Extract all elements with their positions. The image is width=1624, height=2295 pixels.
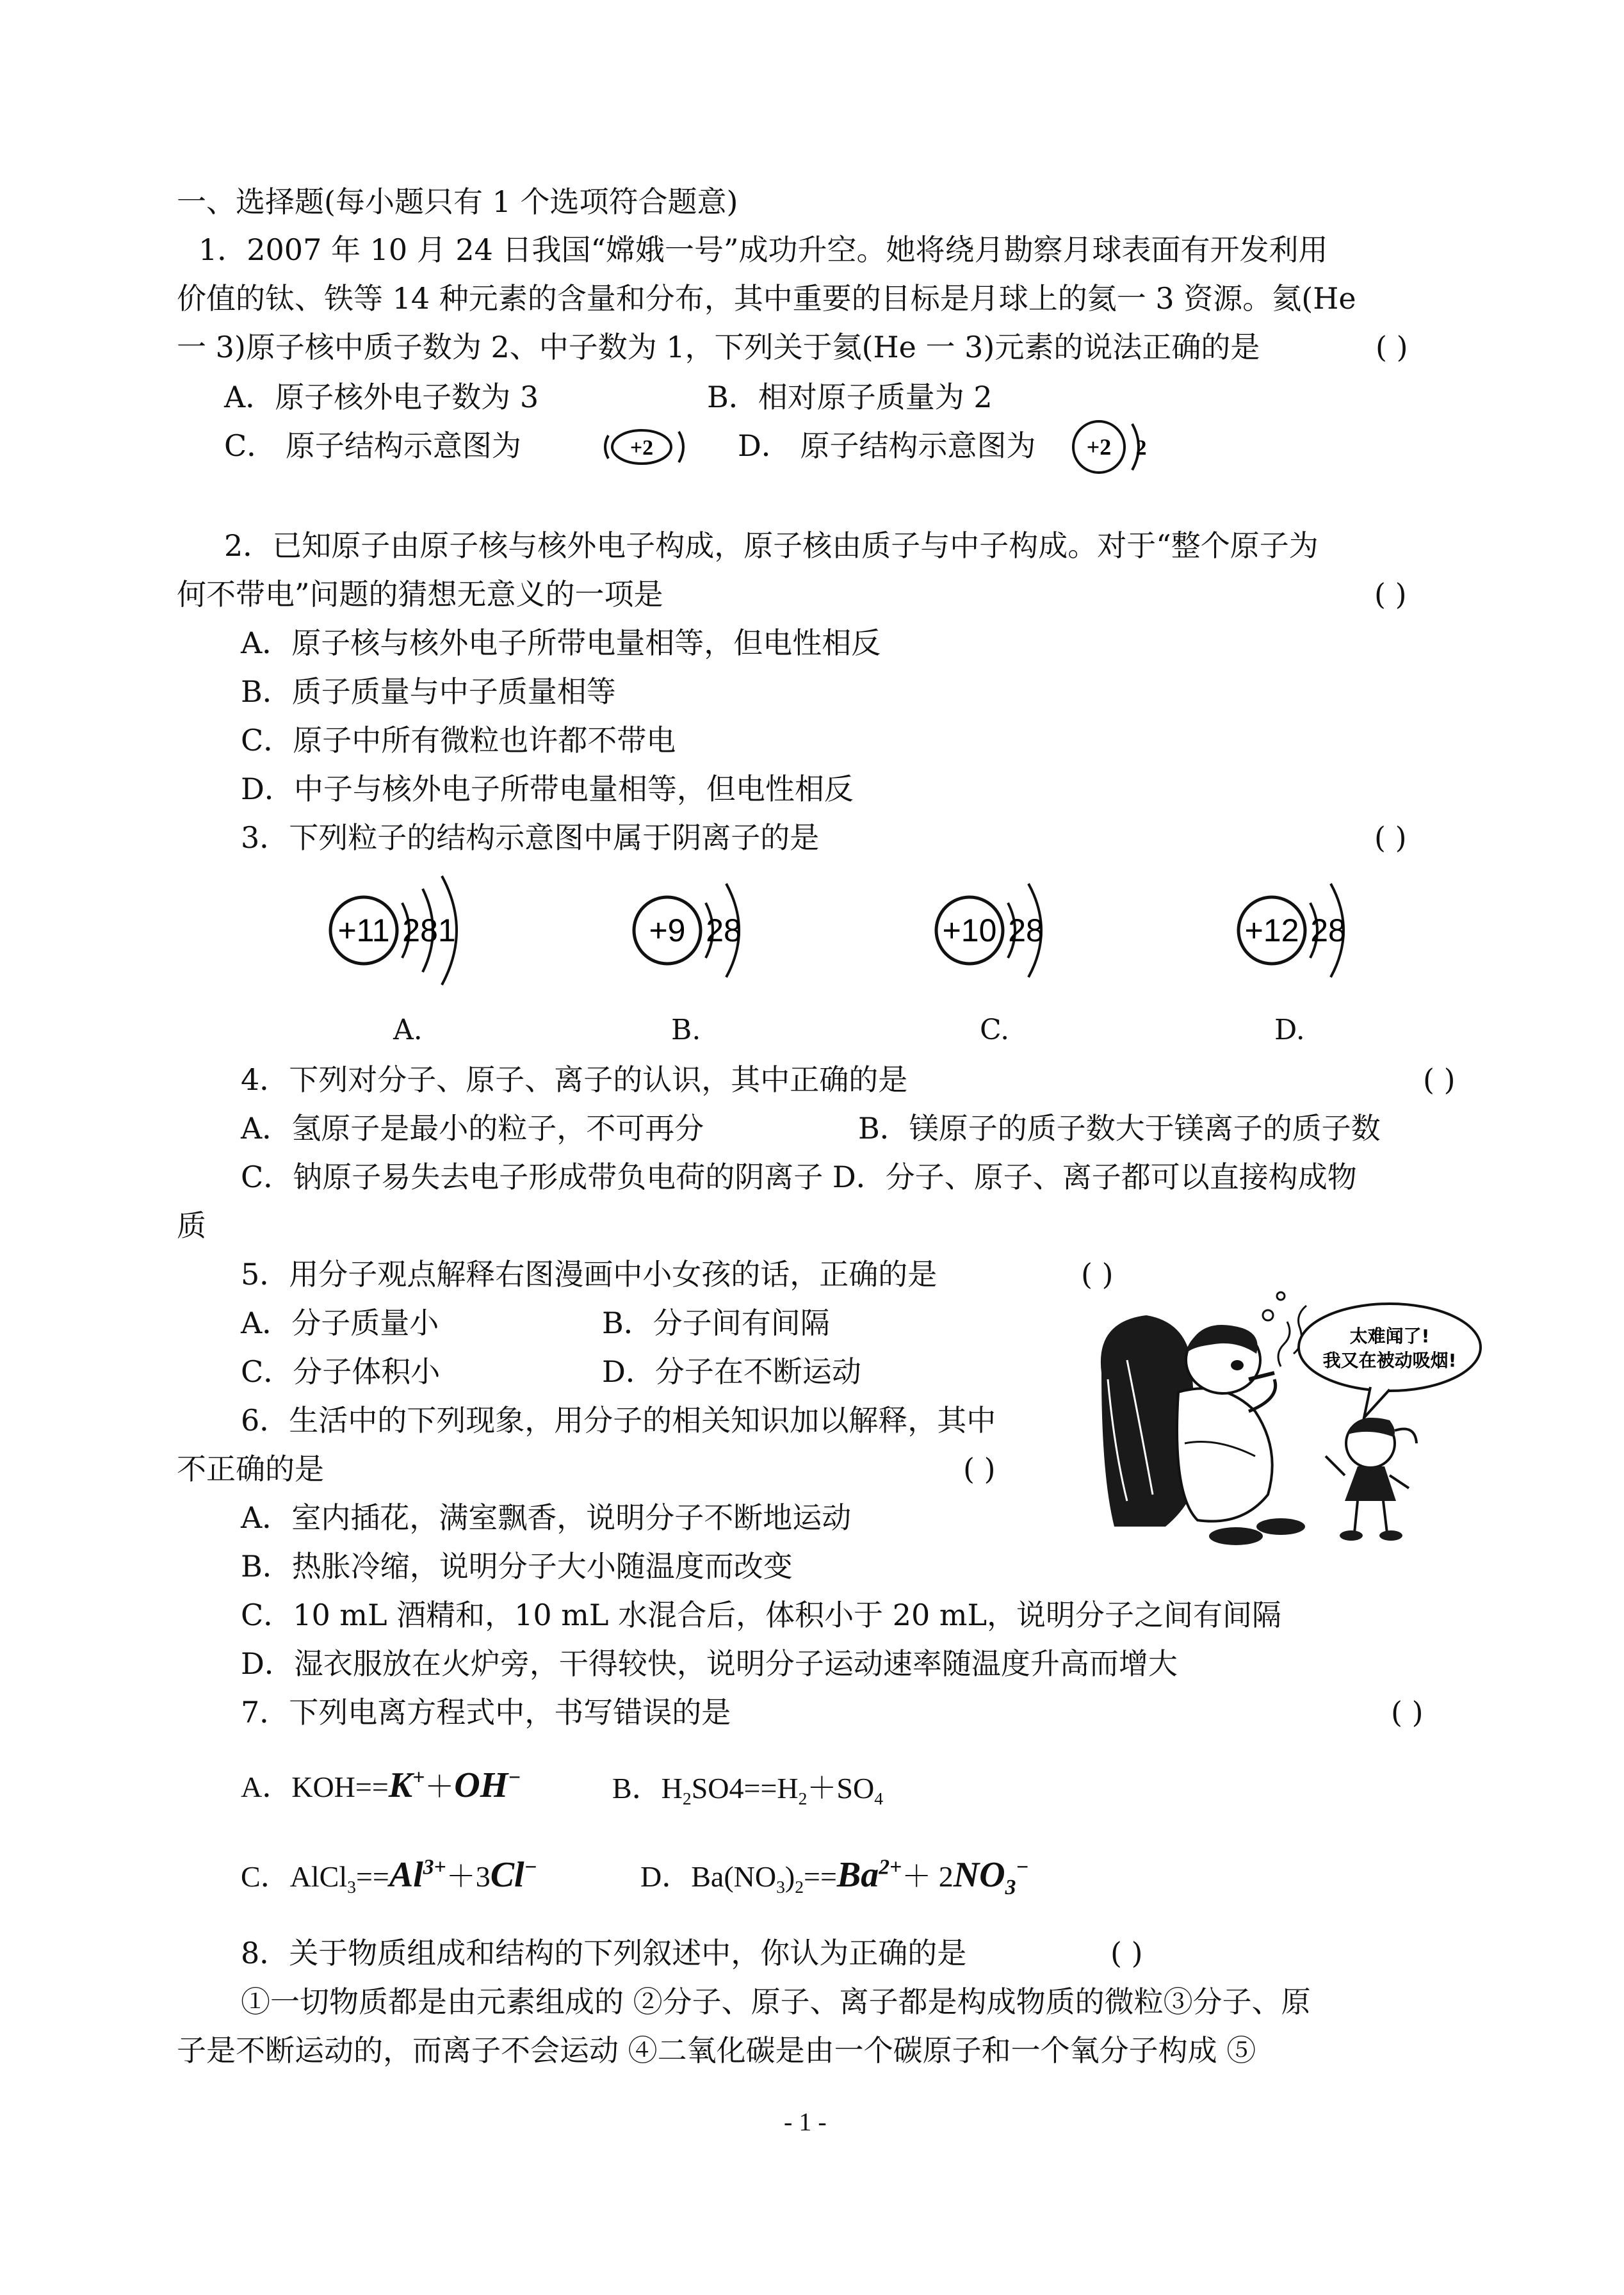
page-number: - 1 - (784, 2107, 827, 2136)
q7-option-a: A．KOH==K+＋OH− (241, 1765, 521, 1805)
q3-c-nucleus: +10 (942, 912, 997, 948)
q3-label-c: C. (980, 1014, 1010, 1046)
q1-option-d: D． 原子结构示意图为 (738, 428, 1036, 463)
q1-atom-diagram-d (1068, 416, 1158, 478)
q3-b-shells: 28 (706, 912, 742, 948)
q7-option-c: C．$AlCl_3==Al^{3+}+3Cl^-$ (241, 1855, 537, 1897)
ion-no3: $NO_3^-$ (953, 1855, 1029, 1900)
q5-answer-paren: ( ) (1081, 1257, 1114, 1292)
q1-line1: 1．2007 年 10 月 24 日我国“嫦娥一号”成功升空。她将绕月勘察月球表面有开发利用 (199, 232, 1328, 267)
q7-option-d: D．$Ba(NO_3)_2==Ba^{2+}+ 2NO_3^-$ (640, 1855, 1029, 1900)
q3-atom-a (327, 870, 493, 991)
q1-atom-diagram-c (597, 420, 699, 474)
bubble-line-2: 我又在被动吸烟! (1322, 1350, 1457, 1371)
ion-oh: OH− (454, 1765, 521, 1805)
q8-line1: 8．关于物质组成和结构的下列叙述中，你认为正确的是 (241, 1936, 967, 1970)
q4-option-cd: C．钠原子易失去电子形成带负电荷的阴离子 D．分子、原子、离子都可以直接构成物 (241, 1160, 1357, 1194)
q1-d-nucleus: +2 (1086, 434, 1112, 460)
q7-line1: 7．下列电离方程式中，书写错误的是 (241, 1695, 731, 1730)
q2-option-c: C．原子中所有微粒也许都不带电 (241, 723, 676, 758)
q3-c-shells: 28 (1008, 912, 1044, 948)
q4-option-b: B．镁原子的质子数大于镁离子的质子数 (858, 1111, 1381, 1146)
ion-al: $Al^{3+}$ (389, 1855, 446, 1895)
q6-line1: 6．生活中的下列现象，用分子的相关知识加以解释，其中 (241, 1403, 996, 1438)
q3-a-nucleus: +11 (337, 912, 390, 948)
section-title: 一、选择题(每小题只有 1 个选项符合题意) (177, 184, 738, 219)
q5-option-c: C．分子体积小 (241, 1354, 441, 1389)
q2-line1: 2．已知原子由原子核与核外电子构成，原子核由质子与中子构成。对于“整个原子为 (224, 528, 1319, 563)
q1-answer-paren: ( ) (1376, 330, 1408, 364)
ion-k: K+ (388, 1765, 425, 1805)
q1-c-nucleus: +2 (629, 436, 654, 460)
q3-d-shells: 28 (1310, 912, 1346, 948)
q3-line1: 3．下列粒子的结构示意图中属于阴离子的是 (241, 820, 820, 855)
q3-d-nucleus: +12 (1244, 912, 1299, 948)
q4-option-a: A．氢原子是最小的粒子，不可再分 (241, 1111, 704, 1146)
q6-line2: 不正确的是 (177, 1452, 324, 1486)
bubble-line-1: 太难闻了! (1349, 1326, 1430, 1347)
q3-atom-b (630, 870, 771, 991)
q7-option-b: B．$H_2SO4==H_2+SO_4$ (612, 1772, 884, 1809)
q6-option-c: C．10 mL 酒精和，10 mL 水混合后，体积小于 20 mL，说明分子之间有间隔 (241, 1598, 1282, 1632)
q8-answer-paren: ( ) (1110, 1936, 1143, 1970)
q4-line1: 4．下列对分子、原子、离子的认识，其中正确的是 (241, 1062, 908, 1097)
smoking-cartoon (1089, 1283, 1486, 1552)
q1-d-electrons: 2 (1135, 436, 1147, 460)
q7-answer-paren: ( ) (1391, 1695, 1424, 1730)
q3-label-b: B. (671, 1014, 701, 1046)
q2-answer-paren: ( ) (1374, 577, 1407, 612)
q3-atom-d (1235, 870, 1376, 991)
q1-option-a: A．原子核外电子数为 3 (224, 380, 539, 414)
q5-line1: 5．用分子观点解释右图漫画中小女孩的话，正确的是 (241, 1257, 938, 1292)
q1-line3: 一 3)原子核中质子数为 2、中子数为 1，下列关于氦(He 一 3)元素的说法正确的是 (177, 330, 1260, 364)
q3-atom-c (932, 870, 1073, 991)
q2-option-a: A．原子核与核外电子所带电量相等，但电性相反 (241, 626, 881, 660)
q3-b-nucleus: +9 (649, 912, 686, 948)
ion-ba: $Ba^{2+}$ (836, 1855, 902, 1895)
q3-label-d: D. (1274, 1014, 1305, 1046)
q1-option-c: C． 原子结构示意图为 (224, 428, 521, 463)
q1-option-b: B．相对原子质量为 2 (707, 380, 993, 414)
q5-option-b: B．分子间有间隔 (602, 1306, 830, 1340)
q8-line3: 子是不断运动的，而离子不会运动 ④二氧化碳是由一个碳原子和一个氧分子构成 ⑤ (177, 2033, 1256, 2068)
q2-option-b: B．质子质量与中子质量相等 (241, 674, 616, 709)
q2-option-d: D．中子与核外电子所带电量相等，但电性相反 (241, 772, 854, 806)
q4-option-d-continued: 质 (177, 1208, 206, 1243)
q2-line2: 何不带电”问题的猜想无意义的一项是 (177, 577, 663, 612)
q4-answer-paren: ( ) (1423, 1062, 1456, 1097)
ion-cl: Cl− (490, 1855, 537, 1895)
q8-line2: ①一切物质都是由元素组成的 ②分子、原子、离子都是构成物质的微粒③分子、原 (241, 1984, 1311, 2019)
q3-label-a: A. (393, 1014, 423, 1046)
q5-option-a: A．分子质量小 (241, 1306, 439, 1340)
q6-answer-paren: ( ) (963, 1452, 996, 1486)
q3-answer-paren: ( ) (1374, 820, 1407, 855)
q5-option-d: D．分子在不断运动 (602, 1354, 861, 1389)
q6-option-d: D．湿衣服放在火炉旁，干得较快，说明分子运动速率随温度升高而增大 (241, 1646, 1178, 1681)
q3-a-shells: 281 (402, 912, 456, 948)
q1-line2: 价值的钛、铁等 14 种元素的含量和分布，其中重要的目标是月球上的氦一 3 资源。氦(He (177, 281, 1356, 316)
q6-option-b: B．热胀冷缩，说明分子大小随温度而改变 (241, 1549, 793, 1584)
q6-option-a: A．室内插花，满室飘香，说明分子不断地运动 (241, 1500, 852, 1535)
